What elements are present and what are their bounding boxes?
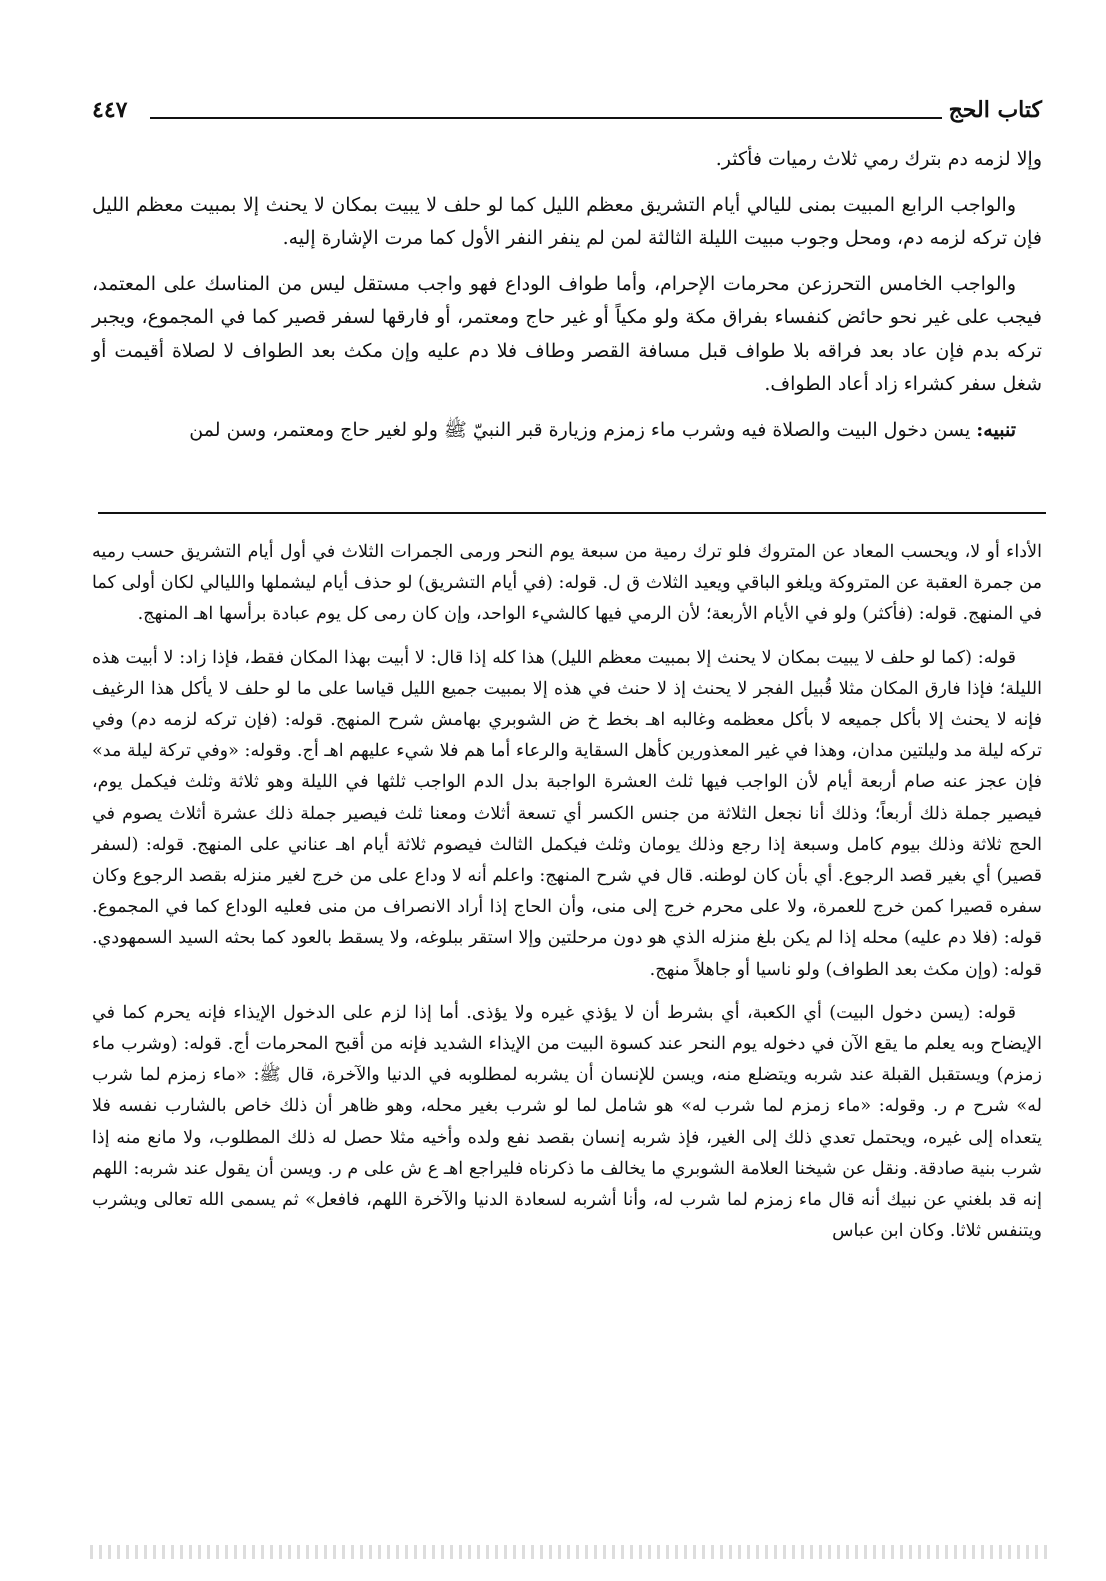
page-number: ٤٤٧: [92, 97, 128, 123]
tanbih-text: يسن دخول البيت والصلاة فيه وشرب ماء زمزم وزيارة قبر النبيّ ﷺ ولو لغير حاج ومعتمر، وسن لمن: [189, 418, 971, 441]
commentary-paragraph: قوله: (كما لو حلف لا يبيت بمكان لا يحنث إلا بمبيت معظم الليل) هذا كله إذا قال: لا أبيت بهذا المكان فقط، فإذا زاد: لا أبيت هذه الليلة؛ فإذا فارق المكان مثلا قُبيل الفجر لا يحنث إذ لا حنث في هذه إلا بمبيت جميع الليل قياسا على ما لو حلف لا يأكل هذا الرغيف فإنه لا يحنث إلا بأكل جميعه لا بأكل معظمه وغالبه اهـ بخط خ ض الشوبري بهامش شرح المنهج. قوله: (فإن تركه لزمه دم) وفي تركه ليلة مد وليلتين مدان، وهذا في غير المعذورين كأهل السقاية والرعاء أما هم فلا شيء عليهم اهـ أج. وقوله: «وفي تركة ليلة مد» فإن عجز عنه صام أربعة أيام لأن الواجب فيها ثلث العشرة الواجبة بدل الدم الواجب ثلثها في الليلة وهو ثلاثة وثلث فيكمل يوم، فيصير جملة ذلك أربعاً؛ وذلك أنا نجعل الثلاثة من جنس الكسر أي تسعة أثلاث ومعنا ثلث فيصير جملة ذلك عشرة أثلاث يصوم في الحج ثلاثة وذلك بيوم كامل وسبعة إذا رجع وذلك يومان وثلث فيكمل الثالث فيصوم ثلاثة أيام اهـ عناني على المنهج. قوله: (لسفر قصير) أي بغير قصد الرجوع. أي بأن كان لوطنه. قال في شرح المنهج: واعلم أنه لا وداع على من خرج لغير منزله بقصد الرجوع وكان سفره قصيرا كمن خرج للعمرة، ولا على محرم خرج إلى منى، وأن الحاج إذا أراد الانصراف من منى فعليه الوداع كما في المجموع. قوله: (فلا دم عليه) محله إذا لم يكن بلغ منزله الذي هو دون مرحلتين وإلا استقر ببلوغه، ولا يسقط بالعود كما بحثه السيد السمهودي. قوله: (وإن مكث بعد الطواف) ولو ناسيا أو جاهلاً منهج.: [92, 647, 1042, 980]
header-rule: [150, 117, 942, 119]
commentary-paragraph: الأداء أو لا، ويحسب المعاد عن المتروك فلو ترك رمية من سبعة يوم النحر ورمى الجمرات الثلاث في أول أيام التشريق حسب رميه من جمرة العقبة عن المتروكة ويلغو الباقي ويعيد الثلاث ق ل. قوله: (في أيام التشريق) لو حذف أيام ليشملها والليالي لكان أولى كما في المنهج. قوله: (فأكثر) ولو في الأيام الأربعة؛ لأن الرمي فيها كالشيء الواحد، وإن كان رمى كل يوم عبادة برأسها اهـ المنهج.: [92, 542, 1042, 625]
main-text: [92, 143, 1042, 459]
matn-paragraph: والواجب الخامس التحرزعن محرمات الإحرام، وأما طواف الوداع فهو واجب مستقل ليس من المناسك على المعتمد، فيجب على غير نحو حائض كنفساء بفراق مكة ولو مكياً أو غير حاج ومعتمر، أو فارقها لسفر قصير كما في المجموع، ويجبر تركه بدم فإن عاد بعد فراقه بلا طواف قبل مسافة القصر وطاف فلا دم عليه وإن مكث بعد الطواف لا لصلاة أقيمت أو شغل سفر كشراء زاد أعاد الطواف.: [92, 272, 1042, 395]
tanbih-label: تنبيه:: [976, 418, 1016, 441]
commentary-text: [92, 537, 1042, 1259]
section-divider: [98, 512, 1046, 514]
book-title: كتاب الحج: [948, 97, 1042, 123]
commentary-paragraph: قوله: (يسن دخول البيت) أي الكعبة، أي بشرط أن لا يؤذي غيره ولا يؤذى. أما إذا لزم على الدخول الإيذاء فإنه يحرم كما في الإيضاح وبه يعلم ما يقع الآن في دخوله يوم النحر عند كسوة البيت من الإيذاء الشديد فإنه من أقبح المحرمات أج. قوله: (وشرب ماء زمزم) ويستقبل القبلة عند شربه ويتضلع منه، ويسن للإنسان أن يشربه لمطلوبه في الدنيا والآخرة، قال ﷺ: «ماء زمزم لما شرب له» شرح م ر. وقوله: «ماء زمزم لما شرب له» هو شامل لما لو شرب بغير محله، وهو ظاهر أن ذلك خاص بالشارب نفسه فلا يتعداه إلى غيره، ويحتمل تعدي ذلك إلى الغير، فإذ شربه إنسان بقصد نفع ولده وأخيه مثلا حصل له ذلك المطلوب، ولا مانع منه إذا شرب بنية صادقة. ونقل عن شيخنا العلامة الشوبري ما يخالف ما ذكرناه فليراجع اهـ ع ش على م ر. ويسن أن يقول عند شربه: اللهم إنه قد بلغني عن نبيك أنه قال ماء زمزم لما شرب له، وأنا أشربه لسعادة الدنيا والآخرة اللهم، فافعل» ثم يسمى الله تعالى ويشرب ويتنفس ثلاثا. وكان ابن عباس: [92, 1002, 1042, 1242]
scan-artifact: [90, 1545, 1050, 1559]
matn-paragraph: والواجب الرابع المبيت بمنى لليالي أيام التشريق معظم الليل كما لو حلف لا يبيت بمكان لا يحنث إلا بمبيت معظم الليل فإن تركه لزمه دم، ومحل وجوب مبيت الليلة الثالثة لمن لم ينفر النفر الأول كما مرت الإشارة إليه.: [92, 193, 1042, 249]
matn-paragraph: وإلا لزمه دم بترك رمي ثلاث رميات فأكثر.: [715, 148, 1042, 170]
tanbih-paragraph: [92, 414, 1042, 448]
page-header: [92, 95, 1042, 135]
